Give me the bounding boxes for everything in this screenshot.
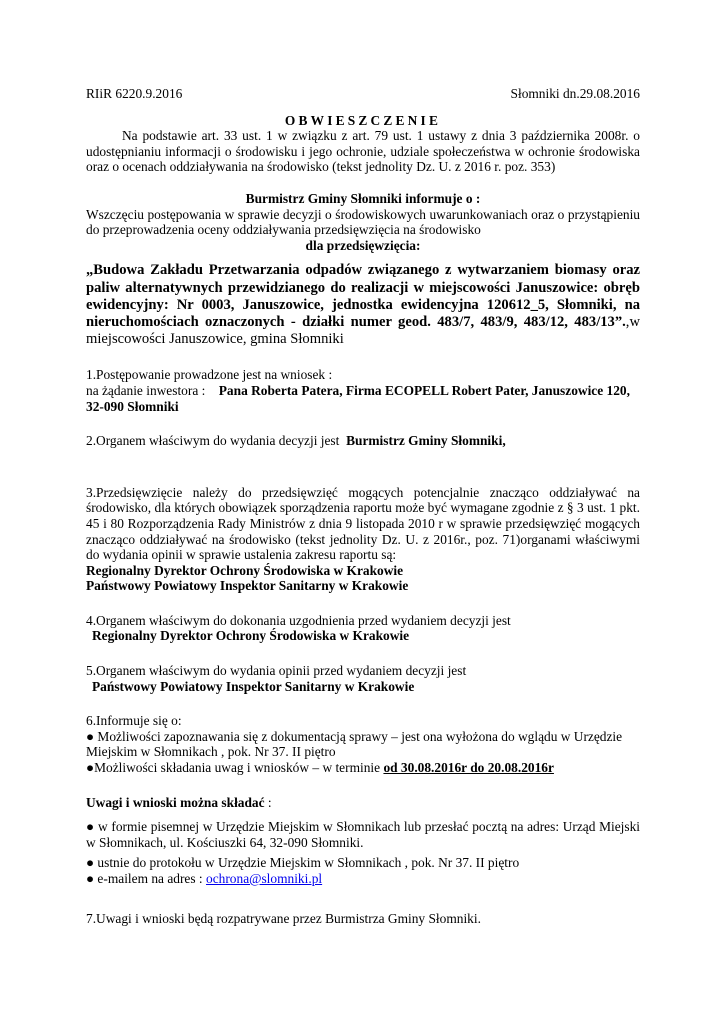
remarks-heading-line (86, 795, 640, 811)
item-1 (86, 367, 640, 414)
informs-text: Wszczęciu postępowania w sprawie decyzji o środowiskowych uwarunkowaniach oraz o przystąpieniu do przeprowadzenia oceny oddziaływania przedsięwzięcia na środowisko (86, 206, 640, 238)
document-title: OBWIESZCZENIE (284, 112, 442, 128)
email-link[interactable]: ochrona@slomniki.pl (206, 871, 323, 887)
comment-period-dates: od 30.08.2016r do 20.08.2016r (383, 760, 554, 776)
item-3-organ-1: Regionalny Dyrektor Ochrony Środowiska w Krakowie (86, 562, 404, 578)
item-2-authority: Burmistrz Gminy Słomniki, (346, 433, 506, 449)
item-5-text: 5.Organem właściwym do wydania opinii przed wydaniem decyzji jest (86, 663, 467, 679)
notice-document (86, 86, 640, 926)
remarks-bullet-3 (86, 871, 640, 887)
remarks-bullet-2: ● ustnie do protokołu w Urzędzie Miejskim w Słomnikach , pok. Nr 37. II piętro (86, 855, 520, 871)
legal-basis-paragraph: Na podstawie art. 33 ust. 1 w związku z art. 79 ust. 1 ustawy z dnia 3 października 2008r. o udostępnianiu informacji o środowisku i jego ochronie, udziale społeczeństwa w ochronie środowiska oraz o ocenach oddziaływania na środowisko (tekst jednolity Dz. U. z 2016 r. poz. 353) (86, 128, 640, 175)
item-2 (86, 433, 640, 449)
item-6-bullet-2-text: ●Możliwości składania uwag i wniosków – w terminie (86, 760, 381, 776)
item-3-organ-2: Państwowy Powiatowy Inspektor Sanitarny w Krakowie (86, 578, 409, 594)
place-and-date: Słomniki dn.29.08.2016 (510, 86, 640, 101)
investor-name: Pana Roberta Patera, Firma ECOPELL Robert Pater, Januszowice 120, 32-090 Słomniki (86, 382, 630, 414)
item-5-organ: Państwowy Powiatowy Inspektor Sanitarny w Krakowie (92, 678, 415, 694)
item-6-bullet-2 (86, 760, 640, 776)
item-2-text: 2.Organem właściwym do wydania decyzji jest (86, 433, 340, 449)
document-header (86, 86, 640, 102)
project-description (86, 262, 640, 348)
remarks-heading: Uwagi i wnioski można składać (86, 794, 265, 810)
investor-prefix: na żądanie inwestora : (86, 382, 206, 398)
item-6-heading: 6.Informuje się o: (86, 713, 182, 729)
remarks-bullet-3-text: ● e-mailem na adres : (86, 871, 203, 887)
item-4-organ: Regionalny Dyrektor Ochrony Środowiska w Krakowie (92, 628, 410, 644)
item-5 (86, 663, 640, 694)
item-3 (86, 485, 640, 594)
informs-heading: Burmistrz Gminy Słomniki informuje o : (245, 190, 481, 206)
item-4 (86, 613, 640, 644)
reference-number: RIiR 6220.9.2016 (86, 86, 183, 101)
item-3-text: 3.Przedsięwzięcie należy do przedsięwzięć mogących potencjalnie znacząco oddziaływać na środowisko, dla których obowiązek sporządzenia raportu może być wymagane zgodnie z § 3 ust. 1 pkt. 45 i 80 Rozporządzenia Rady Ministrów z dnia 9 listopada 2010 r w sprawie przedsięwzięć mogących znacząco oddziaływać na środowisko (tekst jednolity Dz. U. z 2016r., poz. 71)organami właściwymi do wydania opinii w sprawie ustalenia zakresu raportu są: (86, 484, 640, 563)
item-1-investor-line (86, 383, 640, 414)
item-4-text: 4.Organem właściwym do dokonania uzgodnienia przed wydaniem decyzji jest (86, 612, 511, 628)
item-1-line: 1.Postępowanie prowadzone jest na wniosek : (86, 367, 333, 383)
item-7: 7.Uwagi i wnioski będą rozpatrywane przez Burmistrza Gminy Słomniki. (86, 910, 481, 926)
remarks-bullet-1: ● w formie pisemnej w Urzędzie Miejskim w Słomnikach lub przesłać pocztą na adres: Urząd Miejski w Słomnikach, ul. Kościuszki 64, 32-090 Słomniki. (86, 819, 640, 850)
for-project-label: dla przedsięwzięcia: (305, 237, 421, 253)
project-location: ,w miejscowości Januszowice, gmina Słomniki (86, 313, 640, 348)
project-name: „Budowa Zakładu Przetwarzania odpadów związanego z wytwarzaniem biomasy oraz paliw alternatywnych przewidzianego do realizacji w miejscowości Januszowice: obręb ewidencyjny: Nr 0003, Januszowice, jednostka ewidencyjna 120612_5, Słomniki, na nieruchomościach oznaczonych - działki numer geod. 483/7, 483/9, 483/12, 483/13”. (86, 262, 640, 330)
item-6-bullet-1: ● Możliwości zapoznawania się z dokumentacją sprawy – jest ona wyłożona do wglądu w Urzędzie Miejskim w Słomnikach , pok. Nr 37. II piętro (86, 728, 623, 760)
item-6 (86, 713, 640, 775)
remarks-heading-colon: : (264, 794, 272, 810)
